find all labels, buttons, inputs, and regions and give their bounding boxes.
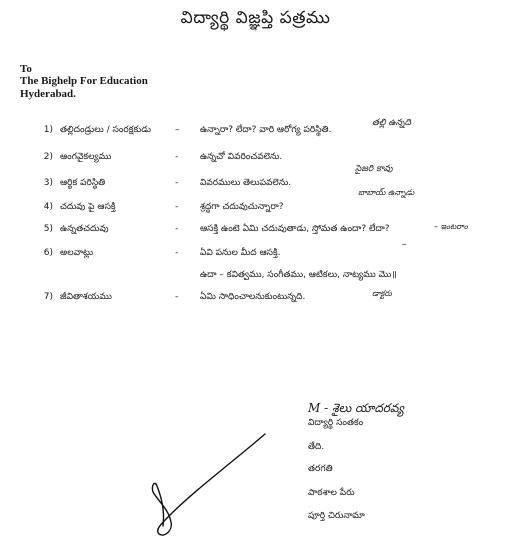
row-question: ఏవి పనుల మీద ఆసక్తి. (200, 248, 281, 258)
row-dash: - (175, 224, 179, 234)
row-question: ఉన్నారా? లేదా? వారి ఆరోగ్య పరిస్థితి. (200, 125, 332, 135)
row-label: చదువు పై ఆసక్తి (60, 202, 116, 212)
row-label: ఆర్థిక పరిస్థితి (60, 178, 106, 188)
row-label: తల్లిదండ్రులు / సంరక్షకుడు (60, 125, 152, 135)
row-label: జీవితాశయము (60, 292, 112, 302)
handwritten-answer-2: సైజరి కావు (355, 164, 393, 174)
date-label: తేది. (308, 442, 325, 452)
signature-label: విద్యార్థి సంతకం (308, 418, 364, 428)
row-label: అలవాట్లు (60, 248, 94, 258)
full-address-label: పూర్తి చిరునామా (308, 511, 365, 521)
row-dash: - (175, 292, 179, 302)
row-question: ఏమి సాధించాలనుకుంటున్నది. (200, 292, 306, 302)
row-dash: - (175, 178, 179, 188)
row-question: ఉన్నచో వివరించవలెను. (200, 152, 283, 162)
row-number: 7) (43, 292, 53, 302)
form-title: విద్యార్థి విజ్ఞప్తి పత్రము (180, 8, 331, 28)
row-question: ఆసక్తి ఉంటె ఏమి చదువుతాడు, స్తోమత ఉందా? లేదా? (200, 224, 390, 234)
row-dash: - (175, 248, 179, 258)
handwritten-answer-5: – ఇంటరాం (434, 222, 468, 231)
row-number: 2) (43, 152, 53, 162)
handwritten-answer-6: – (402, 240, 407, 250)
row-dash: – (175, 125, 180, 135)
row-number: 6) (43, 248, 53, 258)
row-dash: - (175, 202, 179, 212)
handwritten-answer-3: బాబాయ్ ఉన్నాడు (358, 188, 415, 197)
row-number: 3) (43, 178, 53, 188)
handwritten-answer-7: డాక్టరు (372, 289, 392, 298)
row-number: 4) (43, 202, 53, 212)
row-number: 1) (43, 125, 53, 135)
row-dash: - (175, 152, 179, 162)
row-question: శ్రద్ధగా చదువుచున్నారా? (200, 202, 284, 212)
row-number: 5) (43, 224, 53, 234)
row-question: వివరములు తెలుపవలెను. (200, 178, 292, 188)
address-to: To (20, 63, 32, 75)
row-label: ఆంగవైకల్యము (60, 152, 112, 162)
class-label: తరగతి (308, 464, 333, 474)
address-city: Hyderabad. (20, 88, 76, 100)
school-name-label: పాఠశాల పేరు (308, 488, 355, 498)
row-question: ఉదా – కవిత్వము, సంగీతము, ఆటికలు, నాట్యము మొ॥ (200, 270, 397, 280)
handwritten-answer-1: తల్లి ఉన్నది (372, 118, 411, 128)
student-signature: M - శైలు యాదరవ్య (308, 401, 404, 415)
handwritten-scribble (145, 430, 270, 540)
row-label: ఉన్నతచదువు (60, 224, 109, 234)
address-organization: The Bighelp For Education (20, 75, 148, 87)
